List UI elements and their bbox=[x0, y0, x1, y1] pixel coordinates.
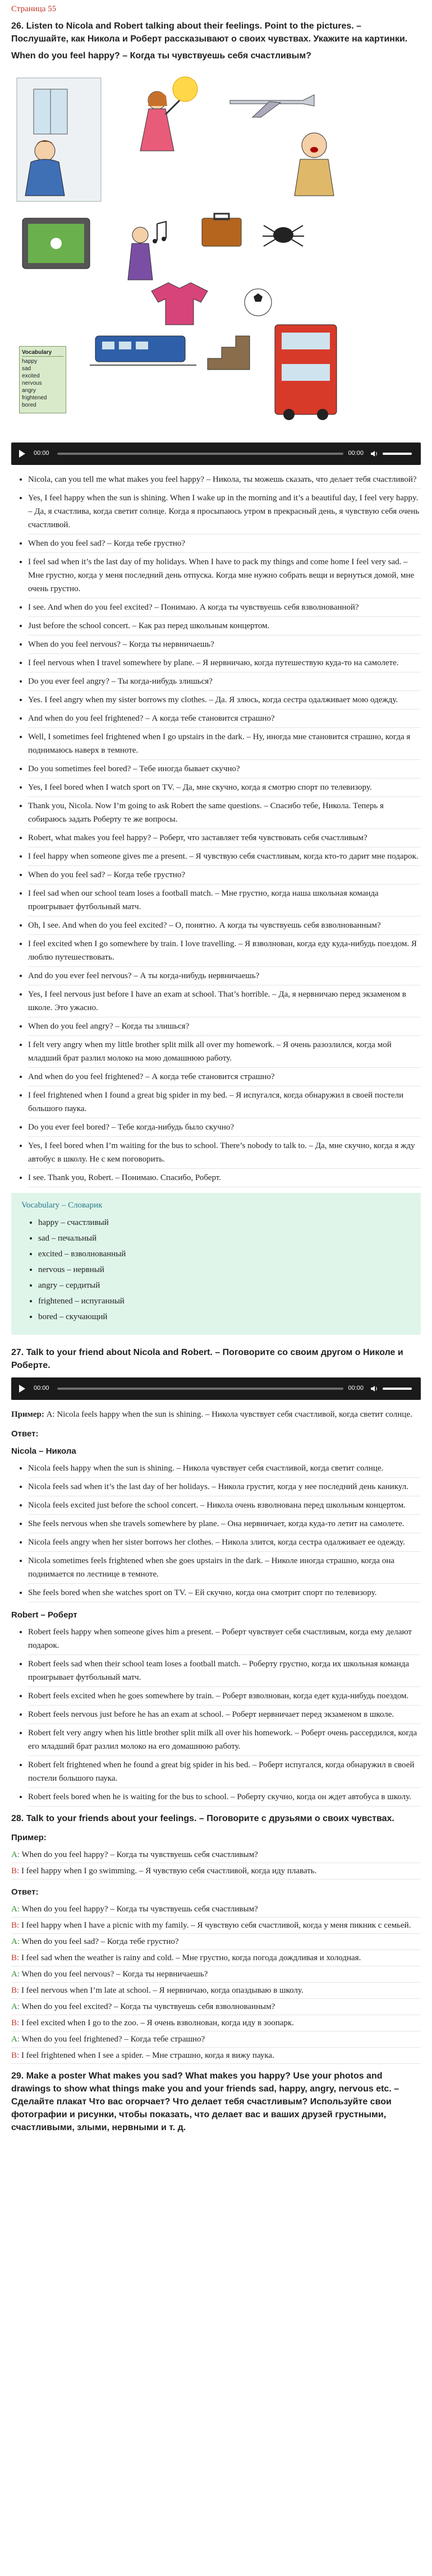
dialogue-row bbox=[11, 1864, 421, 1879]
dialogue-list bbox=[11, 473, 421, 1187]
dialogue-row bbox=[11, 1935, 421, 1950]
robert-sentence: • Robert feels nervous just before he has an exam at school. – Роберт нервничает перед экзаменом в школе. bbox=[28, 1708, 421, 1724]
progress-slider[interactable] bbox=[57, 1388, 343, 1390]
concert-picture bbox=[128, 222, 166, 280]
robert-sentence: • Robert felt very angry when his little brother split milk all over his homework. – Роберт очень рассердился, когда его младший брат разлил молоко на его домашнюю работу. bbox=[28, 1726, 421, 1756]
bus-picture bbox=[275, 325, 337, 420]
play-icon[interactable] bbox=[19, 1385, 25, 1393]
dialogue-line: • Yes, I feel bored when I watch sport on TV. – Да, мне скучно, когда я смотрю спорт по телевизору. bbox=[28, 781, 421, 797]
current-time: 00:00 bbox=[34, 450, 49, 457]
dialogue-line: • And when do you feel frightened? – А когда тебе становится страшно? bbox=[28, 1070, 421, 1086]
dialogue-line: • When do you feel sad? – Когда тебе грустно? bbox=[28, 537, 421, 553]
speaker-label: B: bbox=[11, 1867, 20, 1875]
dialogue-line: • Robert, what makes you feel happy? – Роберт, что заставляет тебя чувствовать себя счастливым? bbox=[28, 831, 421, 847]
vocabulary-card-word: nervous bbox=[22, 380, 42, 386]
vocabulary-item: • nervous – нервный bbox=[38, 1263, 411, 1277]
spider-picture bbox=[263, 225, 304, 246]
dialogue-text: When do you feel happy? – Когда ты чувствуешь себя счастливым? bbox=[20, 1850, 258, 1859]
nicola-list bbox=[11, 1462, 421, 1602]
dialogue-line: • I feel nervous when I travel somewhere by plane. – Я нервничаю, когда путешествую куда-то на самолете. bbox=[28, 656, 421, 672]
nicola-sentence: • Nicola feels excited just before the school concert. – Никола очень взволнована перед школьным концертом. bbox=[28, 1499, 421, 1515]
dialogue-line: • Yes, I feel happy when the sun is shining. When I wake up in the morning and it’s a beautiful day, I feel very happy. – Да, я счастлива, когда светит солнце. Когда я просыпаюсь утром в прекрасный день, я чувствую себя очень счастливой. bbox=[28, 491, 421, 534]
robert-sentence: • Robert feels happy when someone gives him a present. – Роберт чувствует себя счастливым, когда ему делают подарок. bbox=[28, 1625, 421, 1655]
sad-boy-picture bbox=[17, 78, 101, 201]
textbook-illustration bbox=[11, 67, 348, 426]
audio-player bbox=[11, 443, 421, 465]
vocabulary-card bbox=[19, 346, 66, 413]
vocabulary-item: • frightened – испуганный bbox=[38, 1294, 411, 1308]
dialogue-line: • And do you ever feel nervous? – А ты когда-нибудь нервничаешь? bbox=[28, 969, 421, 985]
plane-picture bbox=[230, 95, 314, 117]
dialogue-row bbox=[11, 2033, 421, 2048]
example-label: Пример: bbox=[11, 1833, 47, 1842]
vocabulary-box bbox=[11, 1193, 421, 1335]
example-text: A: Nicola feels happy when the sun is shining. – Никола чувствует себя счастливой, когда светит солнце. bbox=[46, 1410, 412, 1419]
dialogue-line: • I felt very angry when my little brother split milk all over my homework. – Я очень разозлился, когда мой младший брат разлил молоко на мою домашнюю работу. bbox=[28, 1038, 421, 1068]
vocabulary-card-word: angry bbox=[22, 388, 36, 394]
robert-list bbox=[11, 1625, 421, 1807]
vocabulary-card-word: bored bbox=[22, 402, 36, 408]
dialogue-text: When do you feel happy? – Когда ты чувствуешь себя счастливым? bbox=[20, 1905, 258, 1914]
dialogue-line: • Oh, I see. And when do you feel excited? – О, понятно. А когда ты чувствуешь себя взволнованным? bbox=[28, 919, 421, 935]
vocabulary-card-word: sad bbox=[22, 366, 31, 372]
vocabulary-item: • excited – взволнованный bbox=[38, 1247, 411, 1261]
dialogue-line: • Yes, I feel nervous just before I have an exam at school. That’s horrible. – Да, я нервничаю перед экзаменом в школе. Это ужасно. bbox=[28, 988, 421, 1017]
dialogue-row bbox=[11, 1967, 421, 1983]
dialogue-row bbox=[11, 2016, 421, 2031]
dialogue-line: • Yes, I feel bored when I’m waiting for the bus to school. There’s nobody to talk to. – Да, мне скучно, когда я жду автобус в школу. Не с кем поговорить. bbox=[28, 1139, 421, 1169]
task-26-question: When do you feel happy? – Когда ты чувствуешь себя счастливым? bbox=[11, 51, 311, 61]
dialogue-text: I feel frightened when I see a spider. – Мне страшно, когда я вижу паука. bbox=[19, 2051, 274, 2060]
vocabulary-card-word: happy bbox=[22, 358, 38, 365]
vocabulary-card-word: frightened bbox=[22, 395, 47, 401]
robert-sentence: • Robert feels sad when their school team loses a football match. – Роберту грустно, когда их школьная команда проигрывает футбольный матч. bbox=[28, 1657, 421, 1687]
dialogue-row bbox=[11, 1951, 421, 1966]
dialogue-row bbox=[11, 2000, 421, 2015]
dialogue-line: • I feel sad when our school team loses a football match. – Мне грустно, когда наша школьная команда проигрывает футбольный матч. bbox=[28, 887, 421, 916]
angry-boy-picture bbox=[295, 133, 334, 196]
nicola-sentence: • Nicola feels happy when the sun is shining. – Никола чувствует себя счастливой, когда светит солнце. bbox=[28, 1462, 421, 1478]
nicola-sentence: • Nicola feels angry when her sister borrows her clothes. – Никола злится, когда сестра одалживает ее одежду. bbox=[28, 1536, 421, 1552]
clothes-picture bbox=[151, 283, 208, 325]
duration-time: 00:00 bbox=[348, 450, 364, 457]
robert-heading: Robert – Роберт bbox=[11, 1610, 77, 1620]
dialogue-line: • When do you feel angry? – Когда ты злишься? bbox=[28, 1020, 421, 1036]
dialogue-text: When do you feel sad? – Когда тебе грустно? bbox=[20, 1937, 179, 1946]
vocabulary-card-word: excited bbox=[22, 373, 40, 379]
nicola-sentence: • Nicola sometimes feels frightened when she goes upstairs in the dark. – Николе иногда страшно, когда она поднимается по лестнице в темноте. bbox=[28, 1554, 421, 1584]
task-28-title: 28. Talk to your friends about your feelings. – Поговорите с друзьями о своих чувствах. bbox=[11, 1814, 394, 1823]
robert-sentence: • Robert felt frightened when he found a great big spider in his bed. – Роберт испугался, когда обнаружил в своей постели большого паука. bbox=[28, 1758, 421, 1788]
answer-dialogue bbox=[11, 1902, 421, 2064]
progress-slider[interactable] bbox=[57, 453, 343, 455]
dialogue-line: • Thank you, Nicola. Now I’m going to ask Robert the same questions. – Спасибо тебе, Никола. Теперь я собираюсь задать Роберту те же вопросы. bbox=[28, 799, 421, 829]
train-picture bbox=[90, 336, 196, 365]
dialogue-line: • And when do you feel frightened? – А когда тебе становится страшно? bbox=[28, 712, 421, 728]
duration-time: 00:00 bbox=[348, 1385, 364, 1391]
dialogue-text: When do you feel nervous? – Когда ты нервничаешь? bbox=[20, 1970, 208, 1979]
dialogue-line: • I feel excited when I go somewhere by train. I love travelling. – Я взволнован, когда еду куда-нибудь поездом. Я люблю путешествовать. bbox=[28, 937, 421, 967]
dialogue-line: • Do you sometimes feel bored? – Тебе иногда бывает скучно? bbox=[28, 762, 421, 778]
dialogue-text: I feel nervous when I’m late at school. – Я нервничаю, когда опаздываю в школу. bbox=[19, 1986, 304, 1995]
dialogue-text: I feel sad when the weather is rainy and cold. – Мне грустно, когда погода дождливая и холодная. bbox=[19, 1953, 361, 1962]
current-time: 00:00 bbox=[34, 1385, 49, 1391]
football-picture bbox=[245, 289, 272, 316]
dialogue-line: • Yes. I feel angry when my sister borrows my clothes. – Да. Я злюсь, когда сестра одалживает мою одежду. bbox=[28, 693, 421, 709]
task-29-title: 29. Make a poster What makes you sad? What makes you happy? Use your photos and drawings to show what things make you and your friends sad, happy, angry, nervous etc. – Сделайте плакат Что вас огорчает? Что делает тебя счастливым? Используйте свои фотографии и рисунки, чтобы показать, что делает вас и ваших друзей грустными, счастливыми, злыми, нервными и т. д. bbox=[11, 2071, 399, 2132]
dialogue-line: • I feel happy when someone gives me a present. – Я чувствую себя счастливым, когда кто-то дарит мне подарок. bbox=[28, 850, 421, 866]
volume-icon[interactable] bbox=[370, 1385, 378, 1393]
dialogue-line: • I see. Thank you, Robert. – Понимаю. Спасибо, Роберт. bbox=[28, 1171, 421, 1187]
speaker-label: A: bbox=[11, 1905, 20, 1914]
vocabulary-title: Vocabulary – Словарик bbox=[21, 1201, 103, 1210]
nicola-sentence: • She feels bored when she watches sport on TV. – Ей скучно, когда она смотрит спорт по телевизору. bbox=[28, 1586, 421, 1602]
dialogue-line: • Just before the school concert. – Как раз перед школьным концертом. bbox=[28, 619, 421, 635]
dialogue-row bbox=[11, 2049, 421, 2064]
dialogue-text: I feel happy when I have a picnic with my family. – Я чувствую себя счастливой, когда у меня пикник с семьей. bbox=[19, 1921, 411, 1930]
speaker-label: B: bbox=[11, 1986, 20, 1995]
tv-picture bbox=[22, 218, 90, 269]
nicola-sentence: • She feels nervous when she travels somewhere by plane. – Она нервничает, когда куда-то летит на самолете. bbox=[28, 1517, 421, 1533]
happy-girl-picture bbox=[140, 77, 197, 151]
answer-label: Ответ: bbox=[11, 1429, 39, 1439]
speaker-label: A: bbox=[11, 2002, 20, 2011]
vocabulary-item: • happy – счастливый bbox=[38, 1216, 411, 1229]
vocabulary-card-title: Vocabulary bbox=[22, 349, 63, 357]
dialogue-line: • I see. And when do you feel excited? – Понимаю. А когда ты чувствуешь себя взволнованной? bbox=[28, 601, 421, 617]
dialogue-row bbox=[11, 1848, 421, 1863]
speaker-label: A: bbox=[11, 1850, 20, 1859]
dialogue-line: • I feel frightened when I found a great big spider in my bed. – Я испугался, когда обнаружил в своей постели большого паука. bbox=[28, 1089, 421, 1118]
dialogue-line: • Do you ever feel angry? – Ты когда-нибудь злишься? bbox=[28, 675, 421, 691]
speaker-label: B: bbox=[11, 1921, 20, 1930]
dialogue-row bbox=[11, 1902, 421, 1918]
dialogue-line: • When do you feel sad? – Когда тебе грустно? bbox=[28, 868, 421, 884]
dialogue-row bbox=[11, 1919, 421, 1934]
task-27-title: 27. Talk to your friend about Nicola and Robert. – Поговорите со своим другом о Николе и Роберте. bbox=[11, 1348, 403, 1370]
speaker-label: A: bbox=[11, 2035, 20, 2044]
audio-player bbox=[11, 1377, 421, 1400]
vocabulary-item: • angry – сердитый bbox=[38, 1279, 411, 1292]
dialogue-line: • Nicola, can you tell me what makes you feel happy? – Никола, ты можешь сказать, что делает тебя счастливой? bbox=[28, 473, 421, 489]
vocabulary-item: • bored – скучающий bbox=[38, 1310, 411, 1324]
speaker-label: A: bbox=[11, 1937, 20, 1946]
nicola-sentence: • Nicola feels sad when it’s the last day of her holidays. – Никола грустит, когда у нее последний день каникул. bbox=[28, 1480, 421, 1496]
page-link[interactable]: Страница 55 bbox=[11, 4, 57, 13]
robert-sentence: • Robert feels bored when he is waiting for the bus to school. – Роберту скучно, когда он ждет автобуса в школу. bbox=[28, 1790, 421, 1807]
volume-slider[interactable] bbox=[383, 1388, 412, 1390]
speaker-label: A: bbox=[11, 1970, 20, 1979]
stairs-picture bbox=[208, 336, 250, 370]
vocabulary-item: • sad – печальный bbox=[38, 1232, 411, 1245]
vocabulary-list bbox=[21, 1216, 411, 1324]
dialogue-line: • Do you ever feel bored? – Тебе когда-нибудь было скучно? bbox=[28, 1121, 421, 1137]
speaker-label: B: bbox=[11, 1953, 20, 1962]
task-26-title: 26. Listen to Nicola and Robert talking about their feelings. Point to the pictures. – Послушайте, как Никола и Роберт рассказывают о своих чувствах. Укажите на картинки. bbox=[11, 21, 408, 44]
speaker-label: B: bbox=[11, 2019, 20, 2027]
nicola-heading: Nicola – Никола bbox=[11, 1446, 76, 1456]
example-label: Пример: bbox=[11, 1410, 44, 1419]
answer-label: Ответ: bbox=[11, 1887, 39, 1897]
speaker-label: B: bbox=[11, 2051, 20, 2060]
dialogue-text: I feel excited when I go to the zoo. – Я очень взволнован, когда иду в зоопарк. bbox=[19, 2019, 294, 2027]
dialogue-line: • Well, I sometimes feel frightened when I go upstairs in the dark. – Ну, иногда мне становится страшно, когда я поднимаюсь наверх в темноте. bbox=[28, 730, 421, 760]
dialogue-row bbox=[11, 1984, 421, 1999]
dialogue-line: • When do you feel nervous? – Когда ты нервничаешь? bbox=[28, 638, 421, 654]
robert-sentence: • Robert feels excited when he goes somewhere by train. – Роберт взволнован, когда едет куда-нибудь поездом. bbox=[28, 1689, 421, 1706]
dialogue-text: When do you feel excited? – Когда ты чувствуешь себя взволнованным? bbox=[20, 2002, 275, 2011]
play-icon[interactable] bbox=[19, 450, 25, 458]
dialogue-text: When do you feel frightened? – Когда тебе страшно? bbox=[20, 2035, 205, 2044]
dialogue-text: I feel happy when I go swimming. – Я чувствую себя счастливой, когда иду плавать. bbox=[19, 1867, 317, 1875]
example-line bbox=[11, 1408, 421, 1421]
suitcase-picture bbox=[202, 214, 241, 246]
volume-icon[interactable] bbox=[370, 450, 378, 458]
example-dialogue bbox=[11, 1848, 421, 1879]
dialogue-line: • I feel sad when it’s the last day of my holidays. When I have to pack my things and come home I feel very sad. – Мне грустно, когда у меня последний день отпуска. Когда мне нужно собрать вещи и вернуться домой, мне очень грустно. bbox=[28, 555, 421, 598]
volume-slider[interactable] bbox=[383, 453, 412, 455]
